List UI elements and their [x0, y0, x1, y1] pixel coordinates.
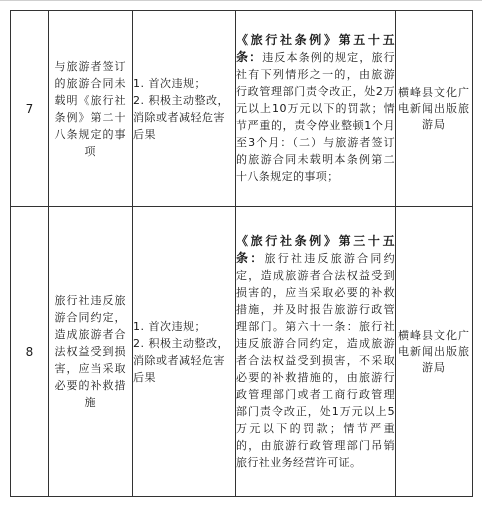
penalty-table [10, 10, 473, 497]
violation-description: 旅行社违反旅游合同约定，造成旅游者合法权益受到损害，应当采取必要的补救措施 [49, 207, 133, 497]
enforcement-authority: 横峰县文化广电新闻出版旅游局 [396, 11, 473, 207]
measure-item: 2. 积极主动整改，消除或者减轻危害后果 [133, 93, 229, 141]
table-row [11, 11, 473, 207]
legal-basis [236, 11, 396, 207]
legal-basis [236, 207, 396, 497]
row-number: 7 [11, 11, 49, 207]
law-article-title: 《旅行社条例》第五十五条： [236, 33, 395, 64]
mitigation-measures [133, 11, 236, 207]
page-top-rule [0, 0, 482, 1]
law-article-text: 违反本条例的规定，旅行社有下列情形之一的，由旅游行政管理部门责令改正，处2万元以上10万元以下的罚款；情节严重的，责令停业整顿1个月至3个月：（二）与旅游者签订的旅游合同未载明本条例第二十八条规定的事项； [236, 51, 395, 183]
mitigation-measures [133, 207, 236, 497]
table-row [11, 207, 473, 497]
enforcement-authority: 横峰县文化广电新闻出版旅游局 [396, 207, 473, 497]
law-article-text: 旅行社违反旅游合同约定，造成旅游者合法权益受到损害的，应当采取必要的补救措施，并及时报告旅游行政管理部门。第六十一条：旅行社违反旅游合同约定，造成旅游者合法权益受到损害，不采取必要的补救措施的，由旅游行政管理部门或者工商行政管理部门责令改正，处1万元以上5万元以下的罚款；情节严重的，由旅游行政管理部门吊销旅行社业务经营许可证。 [236, 251, 396, 469]
measure-item: 2. 积极主动整改，消除或者减轻危害后果 [133, 336, 229, 384]
measure-item: 1. 首次违规； [133, 76, 206, 90]
row-number: 8 [11, 207, 49, 497]
measure-item: 1. 首次违规； [133, 319, 206, 333]
law-article-title: 《旅行社条例》第三十五条： [236, 233, 395, 265]
violation-description: 与旅游者签订的旅游合同未载明《旅行社条例》第二十八条规定的事项 [49, 11, 133, 207]
